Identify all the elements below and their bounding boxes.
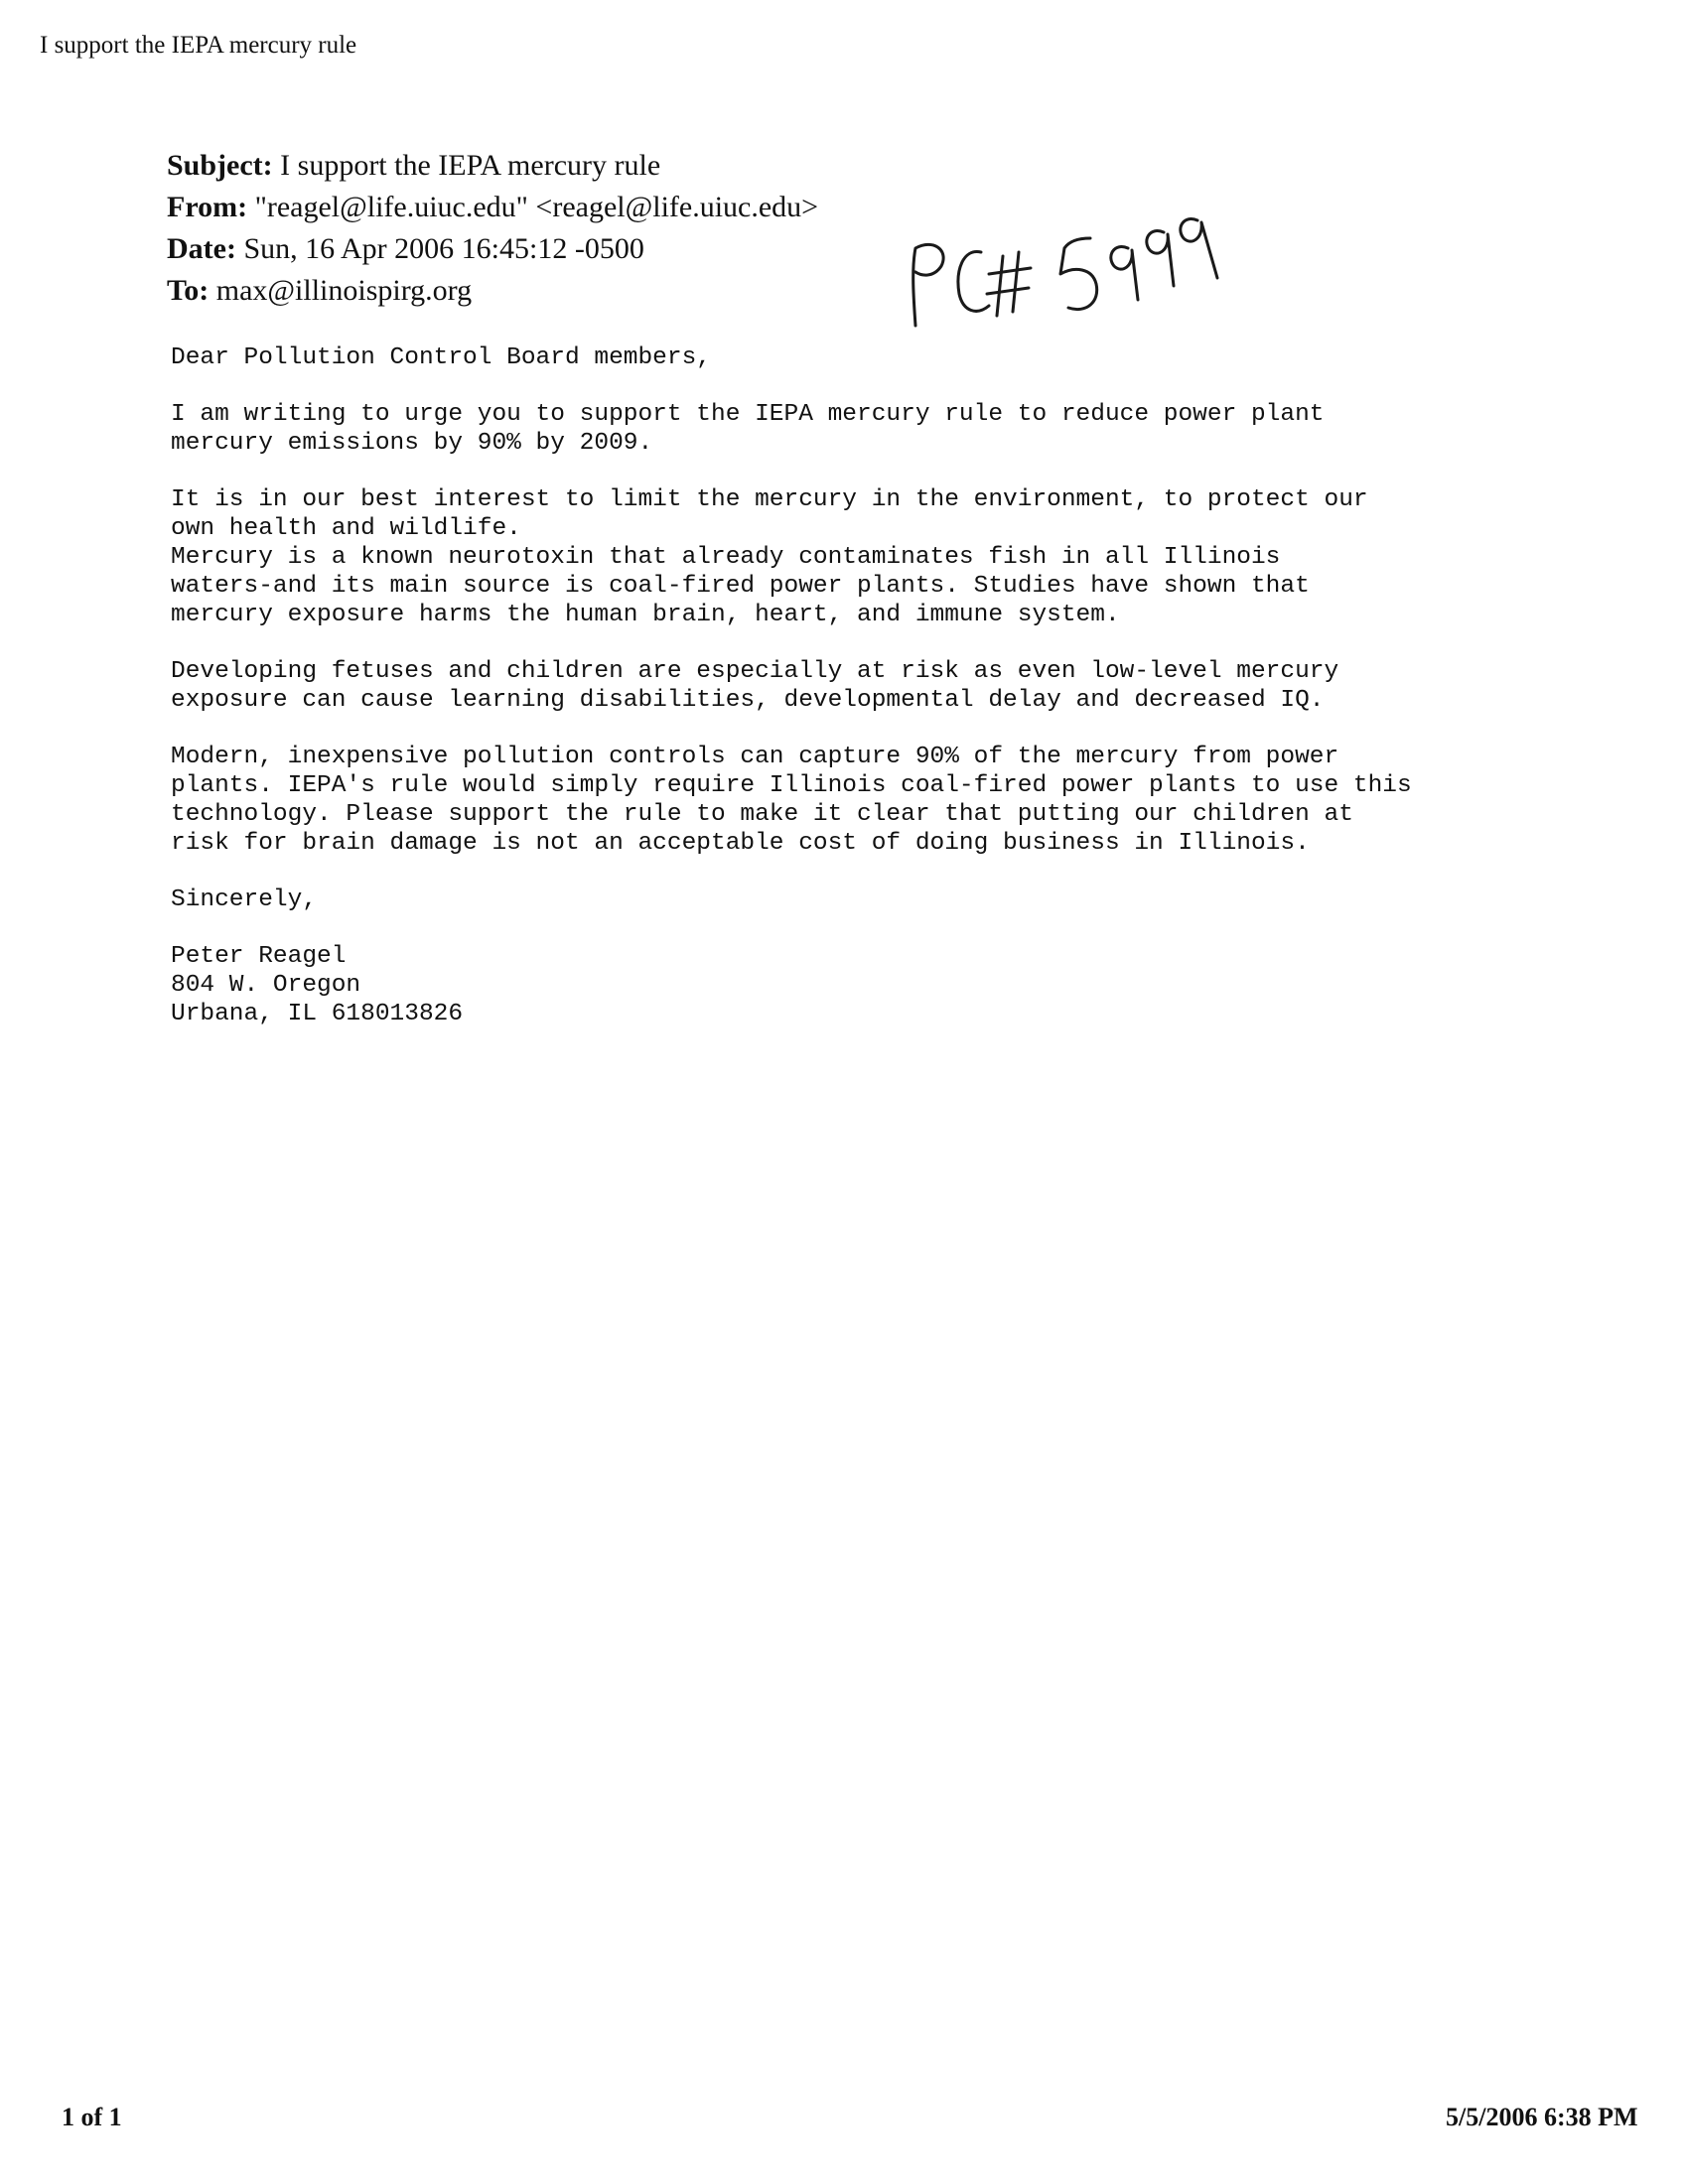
print-header-title: I support the IEPA mercury rule xyxy=(40,32,357,59)
body-paragraph-1: I am writing to urge you to support the IEPA mercury rule to reduce power plant mercury emissions by 90% by 2009. xyxy=(171,401,1325,457)
subject-row xyxy=(167,145,818,187)
from-label: From: xyxy=(167,191,248,223)
to-label: To: xyxy=(167,274,210,307)
email-headers xyxy=(167,145,818,312)
page-number: 1 of 1 xyxy=(62,2103,122,2131)
handwritten-pc-number-stamp xyxy=(894,208,1231,338)
greeting: Dear Pollution Control Board members, xyxy=(171,344,711,371)
subject-label: Subject: xyxy=(167,149,273,182)
closing: Sincerely, xyxy=(171,887,318,913)
from-row xyxy=(167,187,818,228)
signature-name: Peter Reagel xyxy=(171,943,347,970)
signature-block xyxy=(171,942,1561,1028)
to-value: max@illinoispirg.org xyxy=(215,274,473,307)
to-row xyxy=(167,270,818,312)
body-paragraph-3: Mercury is a known neurotoxin that already contaminates fish in all Illinois waters-and its main source is coal-fired power plants. Studies have shown that mercury exposure harms the human brain, heart, and immune system. xyxy=(171,544,1310,628)
from-value: "reagel@life.uiuc.edu" <reagel@life.uiuc.edu> xyxy=(254,191,819,223)
signature-city: Urbana, IL 618013826 xyxy=(171,1001,464,1027)
email-body xyxy=(171,343,1561,1028)
body-paragraph-4: Developing fetuses and children are especially at risk as even low-level mercury exposure can cause learning disabilities, developmental delay and decreased IQ. xyxy=(171,658,1339,714)
date-row xyxy=(167,228,818,270)
subject-value: I support the IEPA mercury rule xyxy=(280,149,661,182)
print-timestamp: 5/5/2006 6:38 PM xyxy=(1446,2103,1638,2131)
body-paragraph-2: It is in our best interest to limit the mercury in the environment, to protect our own health and wildlife. xyxy=(171,486,1368,542)
date-label: Date: xyxy=(167,232,236,265)
body-paragraph-5: Modern, inexpensive pollution controls can capture 90% of the mercury from power plants. IEPA's rule would simply require Illinois coal-fired power plants to use this technology. Please support the rule to make it clear that putting our children at risk for brain damage is not an acceptable cost of doing business in Illinois. xyxy=(171,744,1412,857)
signature-street: 804 W. Oregon xyxy=(171,972,361,999)
date-value: Sun, 16 Apr 2006 16:45:12 -0500 xyxy=(243,232,644,265)
